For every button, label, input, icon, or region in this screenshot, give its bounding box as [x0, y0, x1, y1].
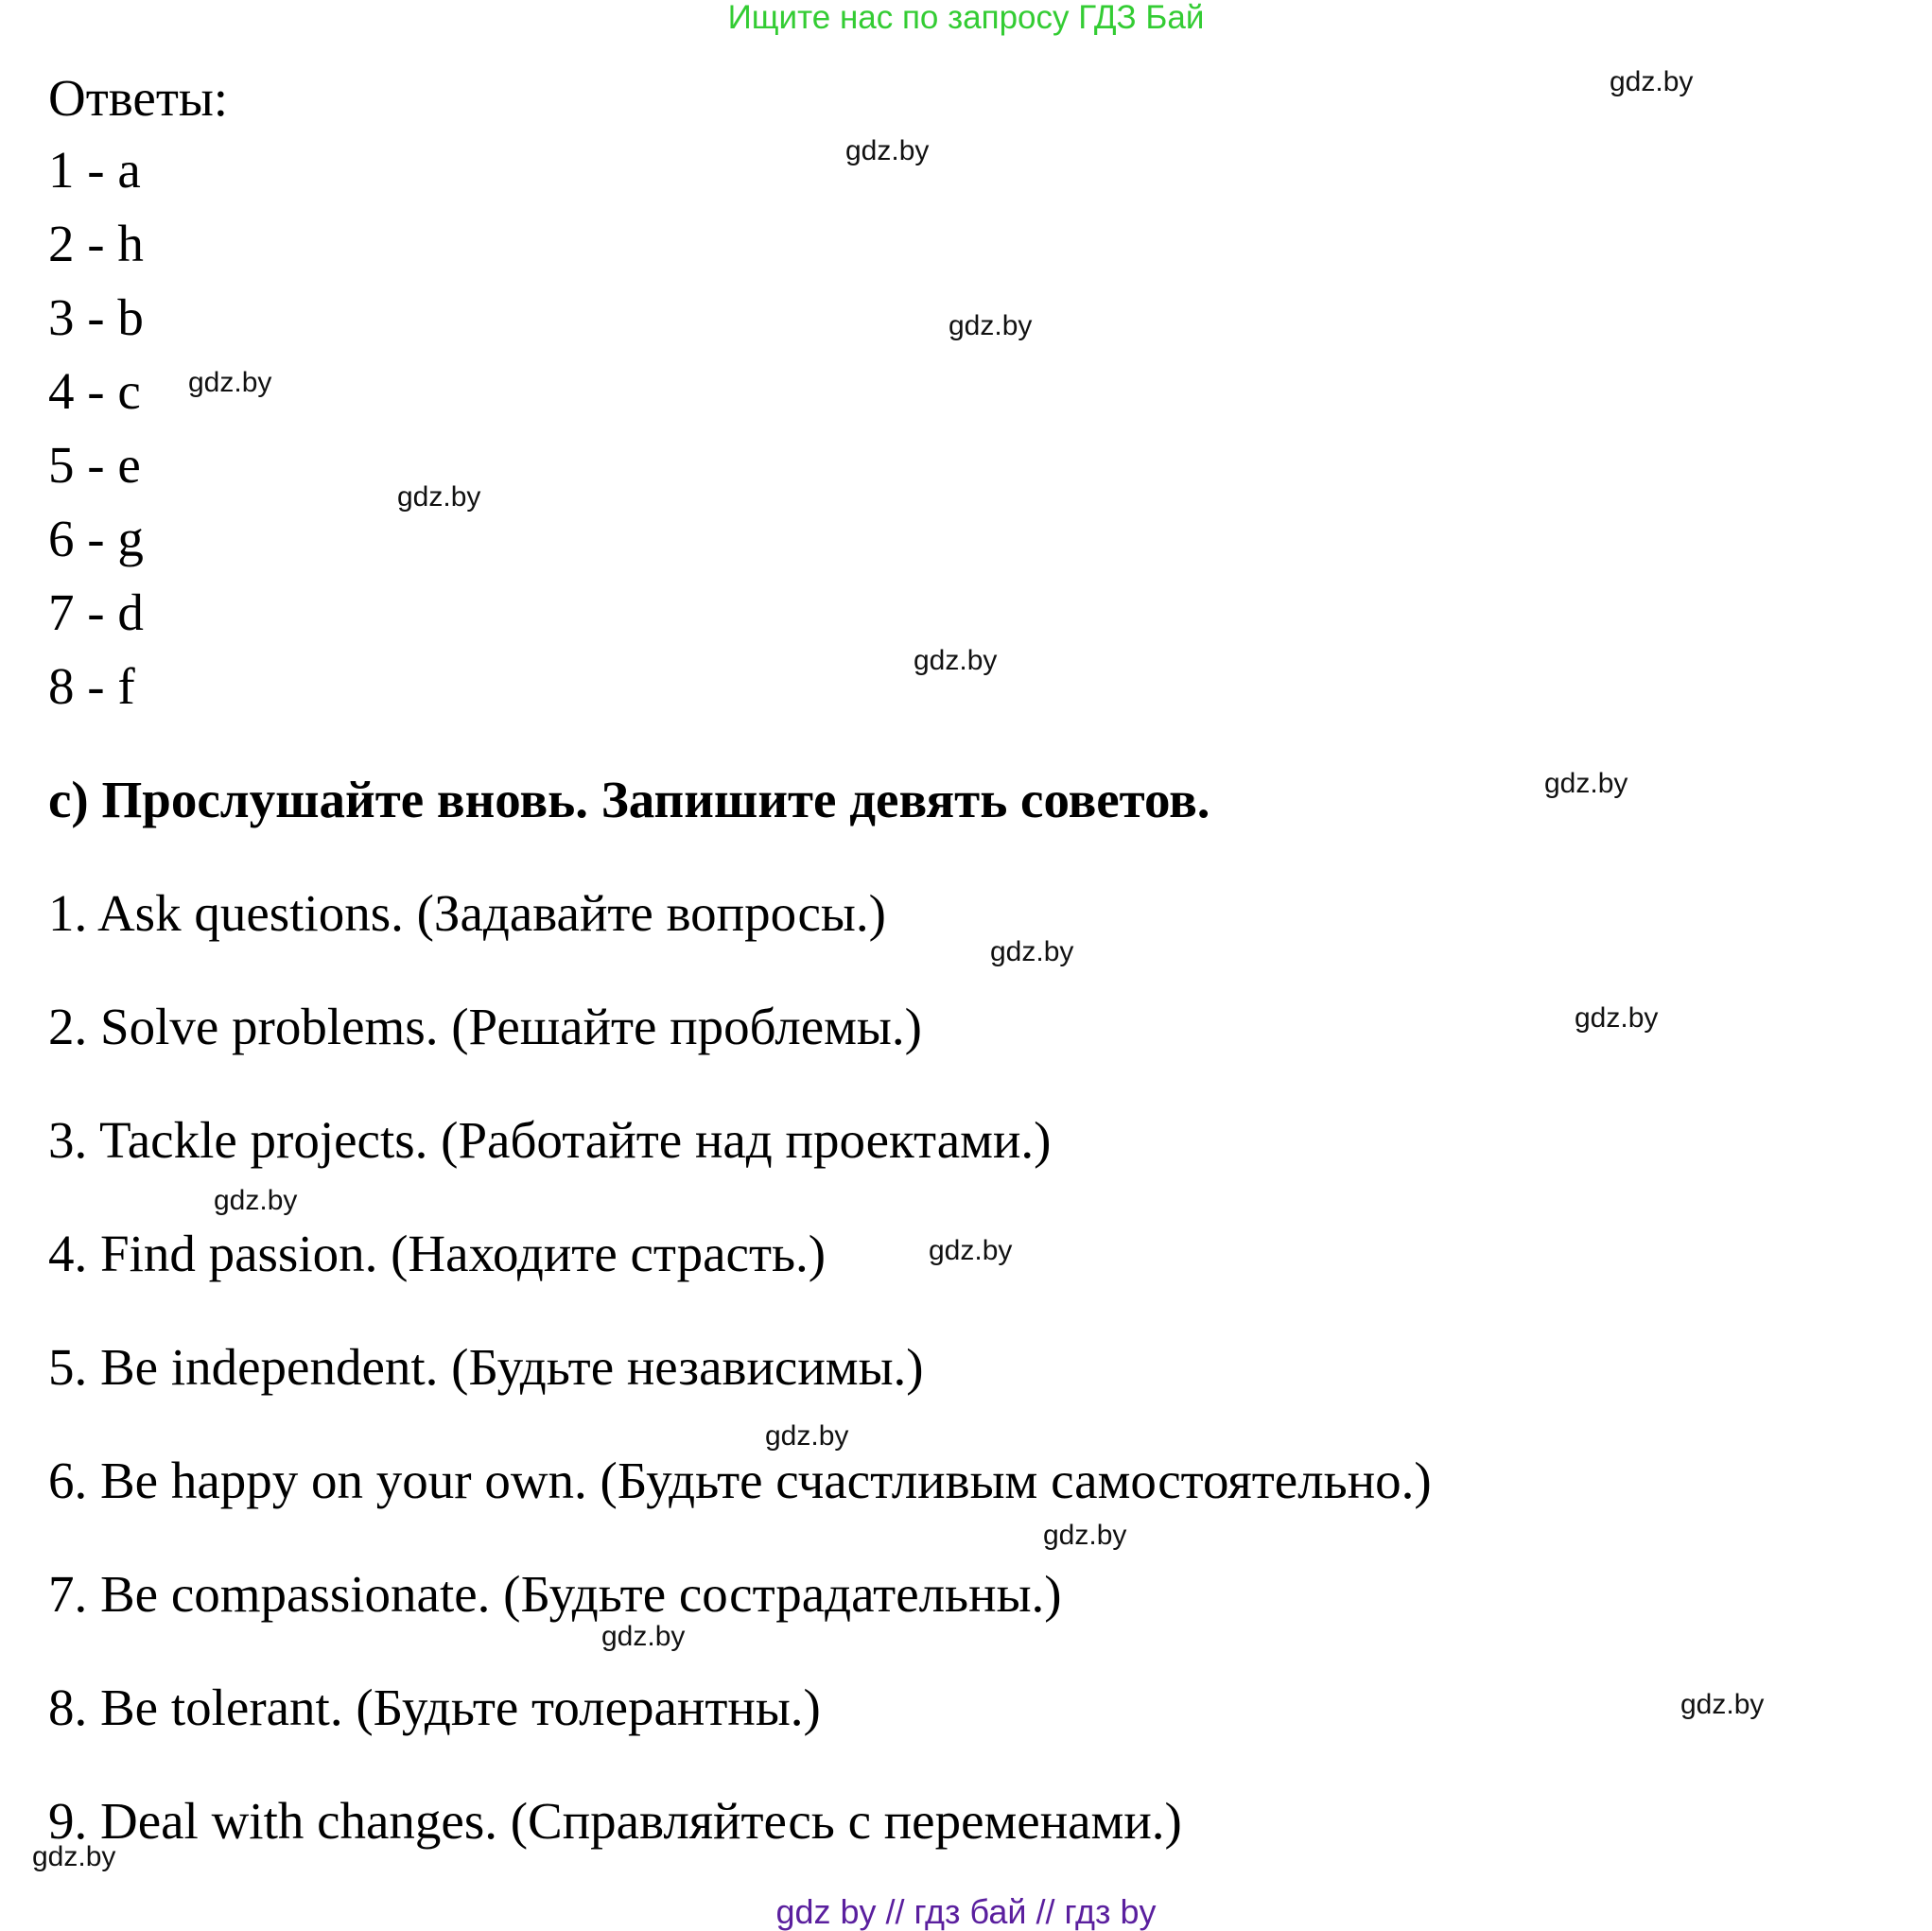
tip-item: 8. Be tolerant. (Будьте толерантны.): [48, 1679, 821, 1736]
section-c-heading: c) Прослушайте вновь. Запишите девять советов.: [48, 771, 1210, 828]
answer-item: 1 - a: [48, 141, 141, 199]
answer-item: 3 - b: [48, 288, 144, 346]
answer-item: 6 - g: [48, 510, 144, 567]
answer-item: 2 - h: [48, 215, 144, 272]
tip-item: 4. Find passion. (Находите страсть.): [48, 1225, 827, 1282]
tips-list: [48, 883, 1432, 1905]
answer-item: 5 - e: [48, 436, 141, 494]
answer-item: 7 - d: [48, 583, 144, 641]
tip-item: 1. Ask questions. (Задавайте вопросы.): [48, 884, 886, 942]
watermark: gdz.by: [1575, 1002, 1659, 1034]
watermark: gdz.by: [601, 1621, 686, 1652]
answers-title: Ответы:: [48, 69, 229, 127]
footer-links: gdz by // гдз бай // гдз by: [775, 1892, 1157, 1931]
watermark: gdz.by: [1043, 1520, 1127, 1551]
watermark: gdz.by: [990, 936, 1074, 967]
watermark: gdz.by: [845, 135, 930, 166]
watermark: gdz.by: [1610, 66, 1694, 97]
watermark: gdz.by: [188, 367, 272, 398]
watermark: gdz.by: [32, 1841, 116, 1872]
watermark: gdz.by: [949, 310, 1033, 341]
answers-list: [48, 140, 144, 730]
tip-item: 9. Deal with changes. (Справляйтесь с переменами.): [48, 1792, 1182, 1850]
top-banner: Ищите нас по запросу ГДЗ Бай: [727, 0, 1205, 36]
watermark: gdz.by: [914, 645, 998, 676]
tip-item: 6. Be happy on your own. (Будьте счастливым самостоятельно.): [48, 1452, 1432, 1509]
watermark: gdz.by: [765, 1420, 849, 1452]
tip-item: 5. Be independent. (Будьте независимы.): [48, 1338, 924, 1396]
tip-item: 7. Be compassionate. (Будьте сострадательны.): [48, 1565, 1062, 1623]
watermark: gdz.by: [1544, 768, 1628, 799]
watermark: gdz.by: [397, 481, 481, 513]
tip-item: 3. Tackle projects. (Работайте над проектами.): [48, 1111, 1052, 1169]
tip-item: 2. Solve problems. (Решайте проблемы.): [48, 998, 922, 1055]
answer-item: 8 - f: [48, 657, 135, 715]
watermark: gdz.by: [929, 1235, 1013, 1266]
watermark: gdz.by: [214, 1185, 298, 1216]
answer-item: 4 - c: [48, 362, 141, 420]
watermark: gdz.by: [1680, 1689, 1765, 1720]
